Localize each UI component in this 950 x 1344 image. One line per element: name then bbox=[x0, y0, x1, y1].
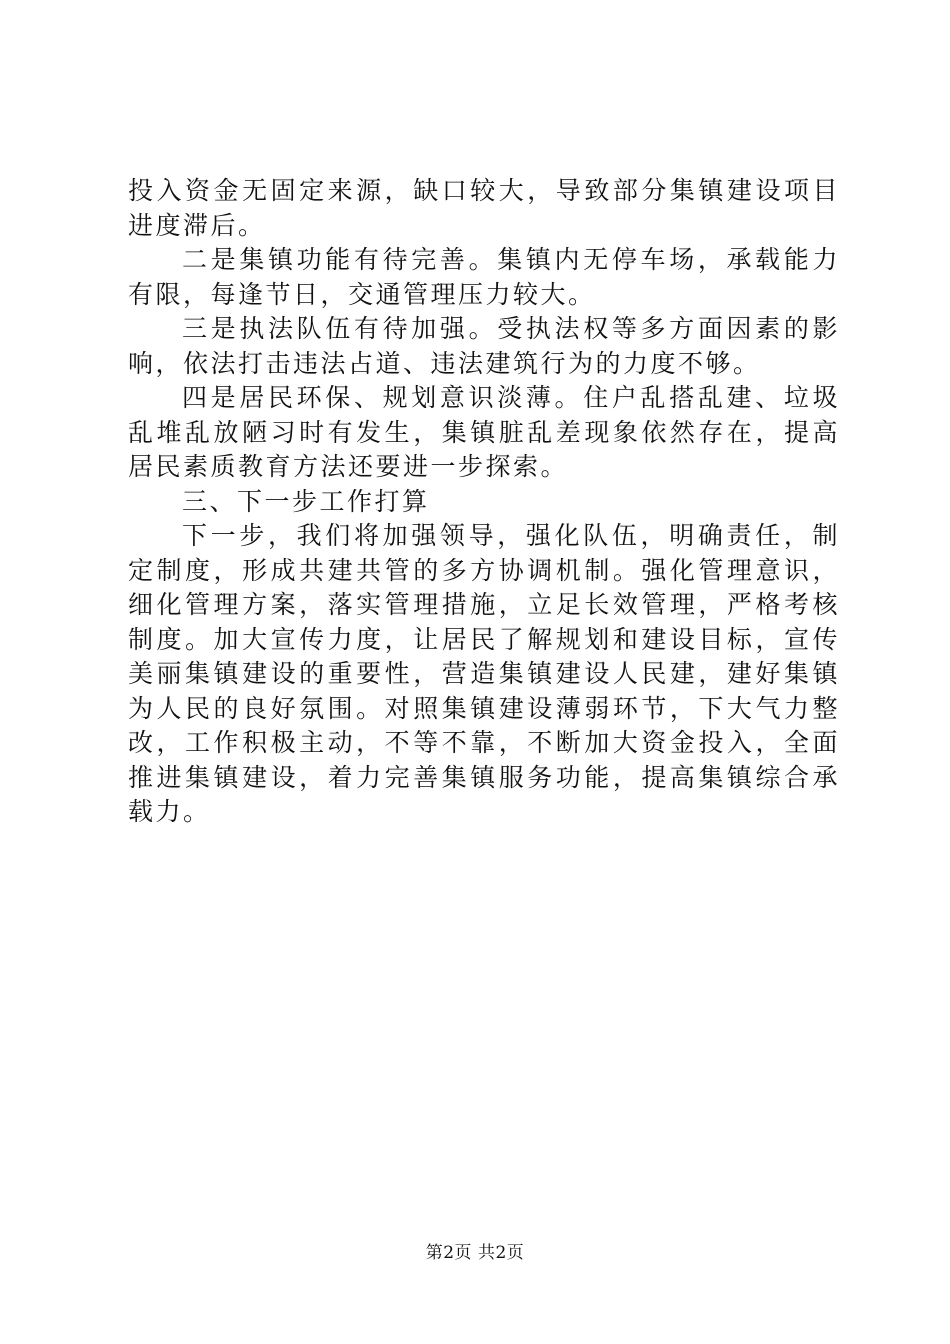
paragraph-continued: 投入资金无固定来源，缺口较大，导致部分集镇建设项目进度滞后。 bbox=[128, 176, 840, 240]
section-heading: 三、下一步工作打算 bbox=[182, 486, 430, 516]
document-body bbox=[128, 174, 840, 830]
page-number-footer: 第2页 共2页 bbox=[425, 1243, 525, 1263]
paragraph-point-three: 三是执法队伍有待加强。受执法权等多方面因素的影响，依法打击违法占道、违法建筑行为的力度不够。 bbox=[128, 314, 840, 378]
paragraph-next-steps: 下一步，我们将加强领导，强化队伍，明确责任，制定制度，形成共建共管的多方协调机制。强化管理意识，细化管理方案，落实管理措施，立足长效管理，严格考核制度。加大宣传力度，让居民了解规划和建设目标，宣传美丽集镇建设的重要性，营造集镇建设人民建，建好集镇为人民的良好氛围。对照集镇建设薄弱环节，下大气力整改，工作积极主动，不等不靠，不断加大资金投入，全面推进集镇建设，着力完善集镇服务功能，提高集镇综合承载力。 bbox=[128, 521, 840, 826]
paragraph-point-four: 四是居民环保、规划意识淡薄。住户乱搭乱建、垃圾乱堆乱放陋习时有发生，集镇脏乱差现象依然存在，提高居民素质教育方法还要进一步探索。 bbox=[128, 383, 840, 481]
paragraph-point-two: 二是集镇功能有待完善。集镇内无停车场，承载能力有限，每逢节日，交通管理压力较大。 bbox=[128, 245, 840, 309]
